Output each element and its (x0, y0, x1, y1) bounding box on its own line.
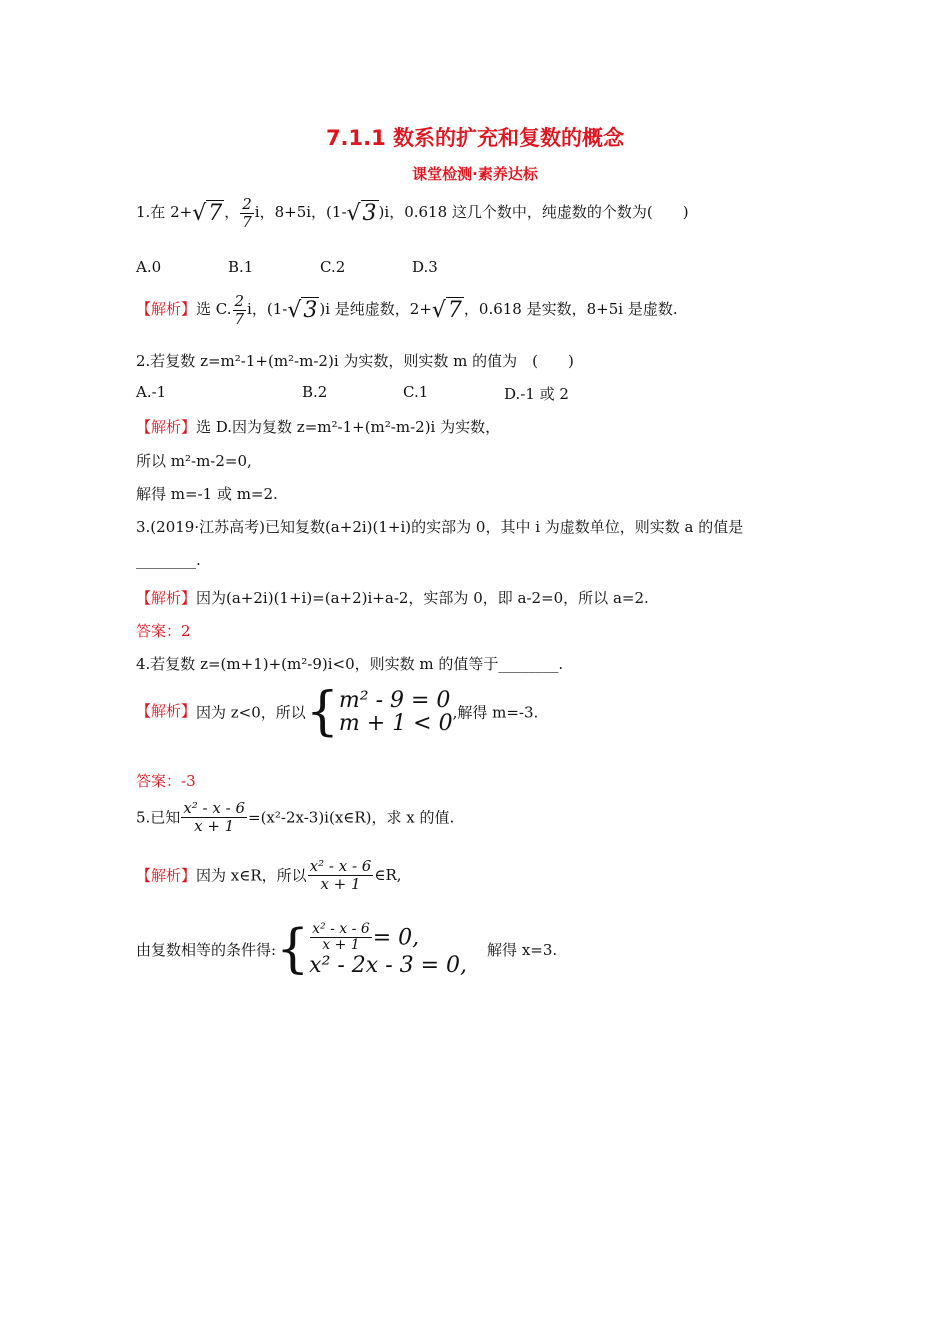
page-subtitle: 课堂检测·素养达标 (412, 165, 538, 183)
q2-analysis-line3: 解得 m=-1 或 m=2. (136, 485, 278, 503)
question-5: 5.已知 $\frac{\text{x² - x - 6}}{x + 1}$ =(x²-2x-3)i(x∈R)，求 x 的值. (136, 799, 455, 835)
equation-system: { m² - 9 = 0 m + 1 < 0 (305, 682, 453, 742)
q3-blank: ________. (136, 551, 201, 569)
q1-analysis: 【解析】选 C. $\frac{2}{7}$ i，(1-√3 )i 是纯虚数，2+√7 ，0.618 是实数，8+5i 是虚数. (136, 292, 678, 328)
q1-option-d: D.3 (412, 258, 438, 276)
q4-answer: 答案：-3 (136, 772, 196, 790)
fraction-2-7: $\frac{2}{7}$ (242, 195, 252, 231)
question-2: 2.若复数 z=m²-1+(m²-m-2)i 为实数，则实数 m 的值为 ( ) (136, 352, 574, 370)
q2-option-a: A.-1 (136, 383, 167, 401)
q2-option-b: B.2 (302, 383, 328, 401)
q2-analysis-line2: 所以 m²-m-2=0, (136, 452, 252, 470)
q5-analysis: 【解析】因为 x∈R，所以 $\frac{\text{x² - x - 6}}{x + 1}$ ∈R, (136, 857, 402, 893)
q3-analysis: 【解析】因为(a+2i)(1+i)=(a+2)i+a-2，实部为 0，即 a-2=0，所以 a=2. (136, 589, 649, 607)
q1-option-b: B.1 (228, 258, 254, 276)
question-4: 4.若复数 z=(m+1)+(m²-9)i<0，则实数 m 的值等于________. (136, 655, 564, 673)
q1-option-a: A.0 (136, 258, 162, 276)
q2-option-d: D.-1 或 2 (504, 385, 569, 403)
question-3: 3.(2019·江苏高考)已知复数(a+2i)(1+i)的实部为 0，其中 i 为虚数单位，则实数 a 的值是 (136, 518, 744, 536)
sqrt-7: √7 (192, 200, 223, 226)
q2-analysis: 【解析】选 D.因为复数 z=m²-1+(m²-m-2)i 为实数， (136, 418, 501, 436)
equation-system-5: { $\frac{\text{x² - x - 6}}{x + 1}$ = 0, x² - 2x - 3 = 0, (276, 919, 468, 980)
page-title: 7.1.1 数系的扩充和复数的概念 (325, 126, 625, 150)
q5-condition: 由复数相等的条件得:{ $\frac{\text{x² - x - 6}}{x + 1}$ = 0, x² - 2x - 3 = 0, 解得 x=3. (136, 919, 558, 980)
q3-answer: 答案：2 (136, 622, 191, 640)
question-1: 1.在 2+√7 ， $\frac{2}{7}$ i，8+5i，(1-√3 )i，0.618 这几个数中，纯虚数的个数为( ) (136, 195, 689, 231)
q1-option-c: C.2 (320, 258, 346, 276)
sqrt-3: √3 (346, 200, 377, 226)
q4-analysis: 【解析】因为 z<0，所以{ m² - 9 = 0 m + 1 < 0 ,解得 m=-3. (136, 682, 539, 742)
q2-option-c: C.1 (403, 383, 429, 401)
